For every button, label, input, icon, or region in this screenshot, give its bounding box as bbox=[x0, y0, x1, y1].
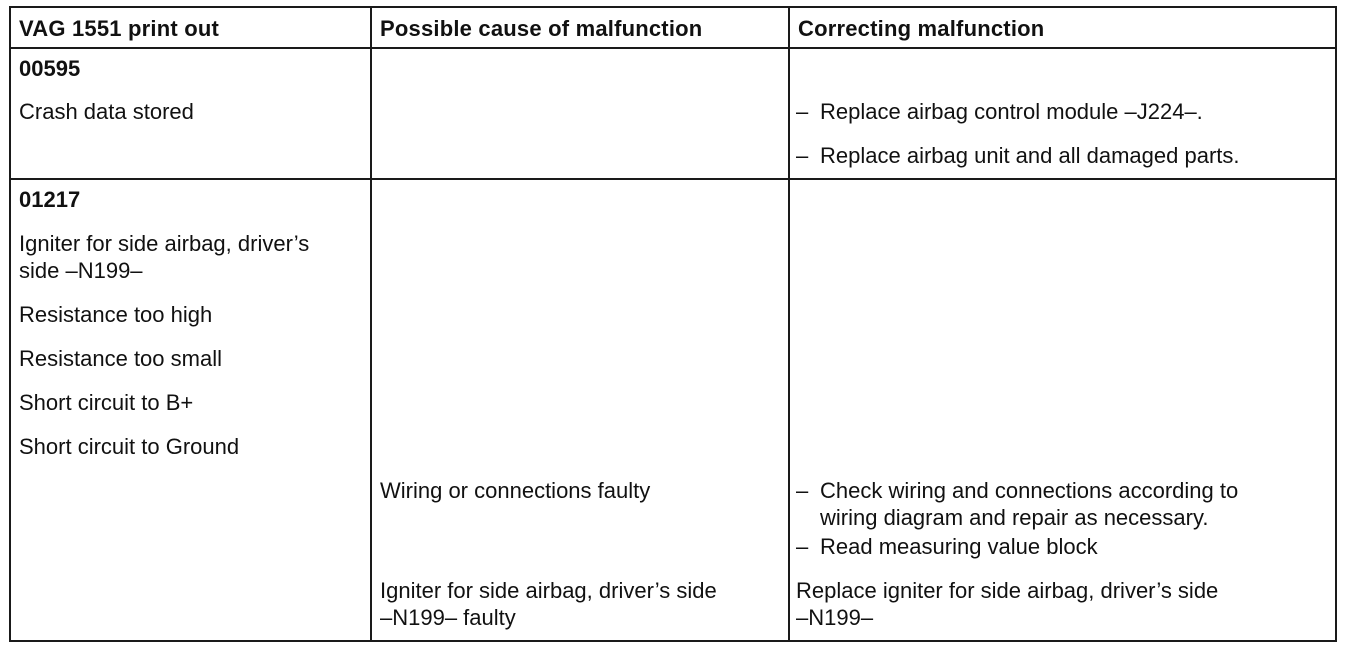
fault-type: Short circuit to B+ bbox=[19, 390, 194, 415]
fault-type: Resistance too small bbox=[19, 346, 222, 371]
correction-text: Replace airbag control module –J224–. bbox=[820, 99, 1203, 124]
cause-wiring: Wiring or connections faulty bbox=[380, 478, 651, 503]
correction-replace-igniter-line1: Replace igniter for side airbag, driver’s side bbox=[796, 578, 1219, 603]
row2-print-out-cell bbox=[10, 179, 371, 641]
row2-correction-cell bbox=[789, 179, 1336, 641]
component-name-line2: side –N199– bbox=[19, 258, 143, 283]
row1-print-out-cell bbox=[10, 48, 371, 179]
table-row bbox=[10, 48, 1336, 179]
fault-type: Resistance too high bbox=[19, 302, 213, 327]
correction-text: Check wiring and connections according to bbox=[820, 478, 1239, 503]
fault-description: Crash data stored bbox=[19, 99, 194, 124]
dash-bullet: – bbox=[796, 143, 809, 168]
correction-item bbox=[796, 98, 1203, 125]
row1-cause-cell bbox=[371, 48, 789, 179]
correction-text: Read measuring value block bbox=[820, 534, 1098, 559]
correction-replace-igniter-line2: –N199– bbox=[796, 605, 874, 630]
header-vag-print-out: VAG 1551 print out bbox=[10, 7, 371, 48]
fault-type: Short circuit to Ground bbox=[19, 434, 240, 459]
correction-text-continued: wiring diagram and repair as necessary. bbox=[820, 505, 1209, 530]
correction-item bbox=[796, 142, 1240, 169]
cause-igniter-line1: Igniter for side airbag, driver’s side bbox=[380, 578, 717, 603]
dash-bullet: – bbox=[796, 534, 809, 559]
component-name-line1: Igniter for side airbag, driver’s bbox=[19, 231, 310, 256]
correction-text: Replace airbag unit and all damaged parts. bbox=[820, 143, 1240, 168]
fault-code: 01217 bbox=[19, 187, 81, 212]
cause-igniter-line2: –N199– faulty bbox=[380, 605, 516, 630]
fault-code: 00595 bbox=[19, 56, 81, 81]
row2-cause-cell bbox=[371, 179, 789, 641]
correction-item bbox=[796, 477, 1238, 531]
header-possible-cause: Possible cause of malfunction bbox=[371, 7, 789, 48]
correction-item bbox=[796, 533, 1098, 560]
fault-table bbox=[9, 6, 1337, 642]
dash-bullet: – bbox=[796, 99, 809, 124]
header-correcting: Correcting malfunction bbox=[789, 7, 1336, 48]
header-row bbox=[10, 7, 1336, 48]
dash-bullet: – bbox=[796, 478, 809, 503]
table-row bbox=[10, 179, 1336, 641]
row1-correction-cell bbox=[789, 48, 1336, 179]
